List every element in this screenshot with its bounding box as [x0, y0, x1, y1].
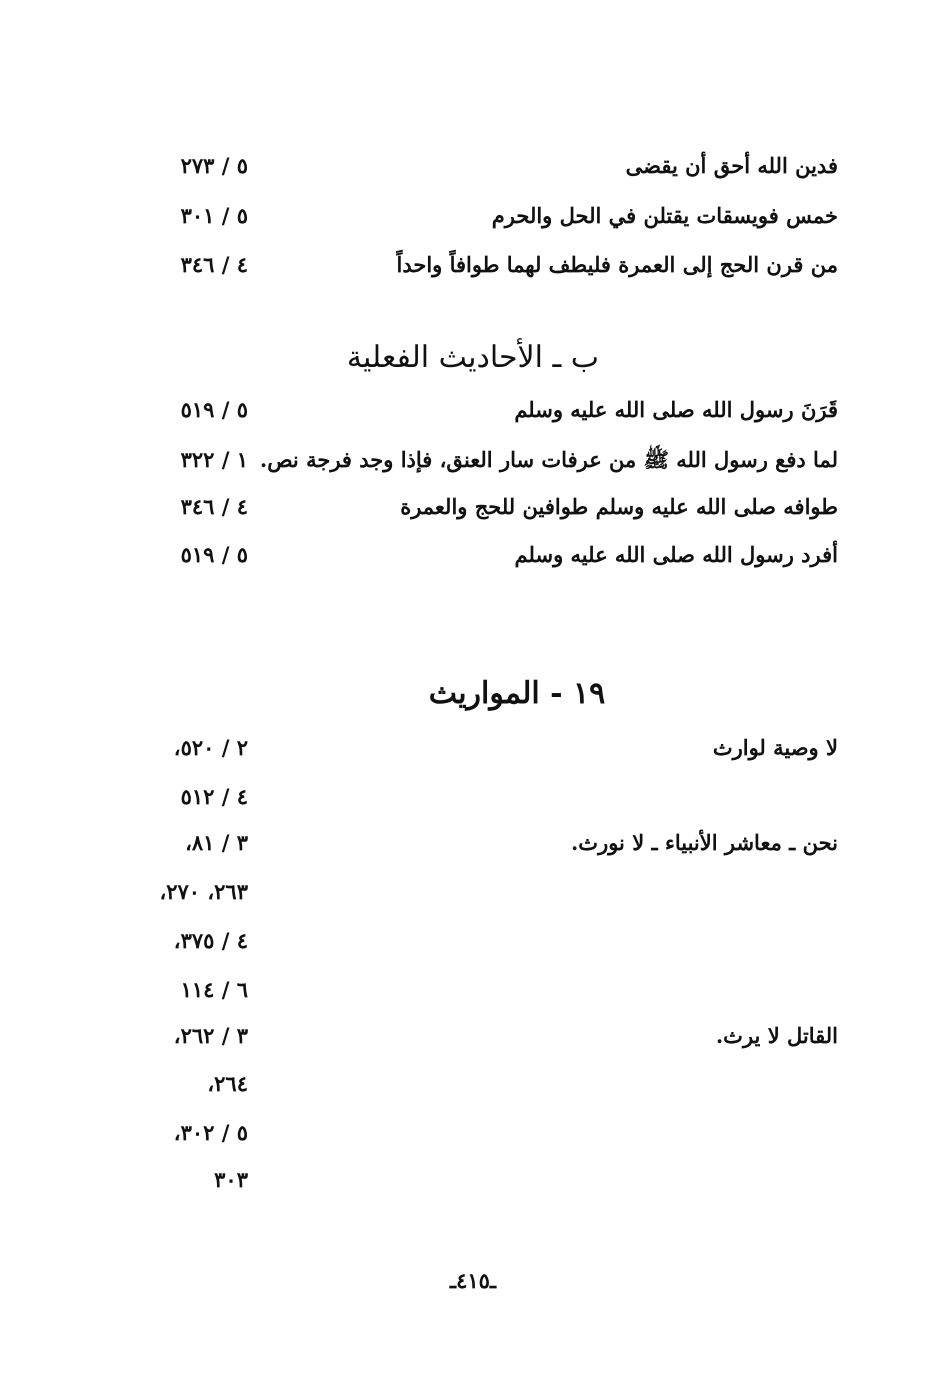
section-heading-inheritance: ١٩ - المواريث — [428, 676, 606, 711]
volume-page-ref: ٥ / ٥١٩ — [180, 542, 248, 567]
volume-page-ref: ٤ / ٣٤٦ — [180, 494, 248, 519]
ref-continuation — [0, 777, 946, 817]
volume-page-ref: ٤ / ٥١٢ — [180, 784, 248, 809]
ref-continuation — [0, 1113, 946, 1153]
hadith-text: قَرَنَ رسول الله صلى الله عليه وسلم — [514, 397, 838, 422]
volume-page-ref: ٥ / ٥١٩ — [180, 397, 248, 422]
hadith-text: خمس فويسقات يقتلن في الحل والحرم — [491, 203, 838, 228]
volume-page-ref: ٤ / ٣٤٦ — [180, 252, 248, 277]
subheading-actions-hadiths: ب ـ الأحاديث الفعلية — [346, 340, 600, 375]
volume-page-ref: ٤ / ٣٧٥، — [173, 928, 248, 953]
ref-continuation — [0, 1064, 946, 1104]
hadith-entry — [0, 535, 946, 575]
hadith-entry — [0, 440, 946, 480]
ref-continuation — [0, 872, 946, 912]
hadith-text: نحن ـ معاشر الأنبياء ـ لا نورث. — [570, 830, 838, 855]
hadith-entry — [0, 390, 946, 430]
volume-page-ref: ٢ / ٥٢٠، — [173, 735, 248, 760]
hadith-entry — [0, 245, 946, 285]
volume-page-ref: ٢٦٤، — [207, 1071, 248, 1096]
volume-page-ref: ٥ / ٣٠١ — [180, 203, 248, 228]
volume-page-ref: ٣ / ٨١، — [185, 830, 248, 855]
ref-continuation — [0, 921, 946, 961]
volume-page-ref: ٦ / ١١٤ — [180, 977, 248, 1002]
page-number: ـ٤١٥ـ — [449, 1268, 497, 1293]
hadith-entry — [0, 823, 946, 863]
volume-page-ref: ٥ / ٣٠٢، — [173, 1120, 248, 1145]
ref-continuation — [0, 970, 946, 1010]
volume-page-ref: ١ / ٣٢٢ — [180, 447, 248, 472]
hadith-text: طوافه صلى الله عليه وسلم طوافين للحج والعمرة — [400, 494, 838, 519]
hadith-entry — [0, 487, 946, 527]
hadith-entry — [0, 146, 946, 186]
volume-page-ref: ٣٠٣ — [214, 1167, 248, 1192]
ref-continuation — [0, 1160, 946, 1200]
hadith-text: من قرن الحج إلى العمرة فليطف لهما طوافاً واحداً — [396, 252, 838, 277]
hadith-text: فدين الله أحق أن يقضى — [625, 153, 838, 178]
hadith-text: أفرد رسول الله صلى الله عليه وسلم — [514, 542, 838, 567]
hadith-entry — [0, 196, 946, 236]
hadith-text: لا وصية لوارث — [712, 735, 838, 760]
hadith-text: لما دفع رسول الله ﷺ من عرفات سار العنق، فإذا وجد فرجة نص. — [259, 447, 838, 472]
volume-page-ref: ٣ / ٢٦٢، — [173, 1023, 248, 1048]
hadith-text: القاتل لا يرث. — [715, 1023, 838, 1048]
hadith-entry — [0, 728, 946, 768]
volume-page-ref: ٥ / ٢٧٣ — [180, 153, 248, 178]
hadith-entry — [0, 1016, 946, 1056]
volume-page-ref: ٢٦٣، ٢٧٠، — [159, 879, 248, 904]
